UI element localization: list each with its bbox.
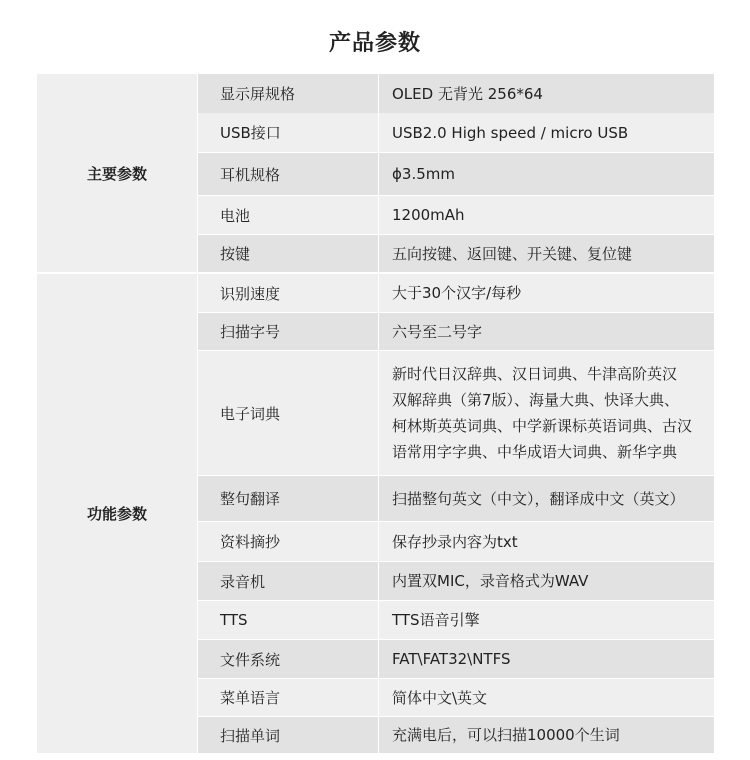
- row-key: 耳机规格: [220, 165, 281, 184]
- spec-table: [37, 74, 714, 753]
- row-key: 显示屏规格: [220, 85, 296, 103]
- table-row: [198, 640, 714, 678]
- table-row: [198, 113, 714, 152]
- row-value: 1200mAh: [392, 206, 465, 224]
- table-row: [198, 153, 714, 195]
- table-row: [198, 196, 714, 234]
- group-label-function: 功能参数: [86, 505, 147, 523]
- row-key: 识别速度: [220, 284, 281, 303]
- row-key: 文件系统: [220, 650, 281, 669]
- row-divider: [198, 678, 714, 679]
- row-divider: [198, 234, 714, 235]
- group-label-main: 主要参数: [86, 164, 147, 183]
- row-value: 新时代日汉辞典、汉日词典、牛津高阶英汉 双解辞典（第7版）、海量大典、快译大典、 柯林斯英英词典、中学新课标英语词典、古汉 语常用字字典、中华成语大词典、新华字典: [392, 365, 693, 461]
- row-value: 五向按键、返回键、开关键、复位键: [392, 244, 633, 263]
- row-key: 扫描单词: [220, 726, 281, 745]
- row-key: 电池: [220, 206, 251, 225]
- row-value: 大于30个汉字/每秒: [392, 284, 522, 302]
- column-divider: [378, 74, 379, 753]
- row-key: 资料摘抄: [220, 533, 281, 551]
- row-divider: [198, 350, 714, 351]
- table-row: [198, 476, 714, 521]
- table-row: [198, 562, 714, 600]
- row-key: 录音机: [220, 572, 266, 591]
- row-key: 电子词典: [220, 404, 281, 423]
- row-divider: [198, 521, 714, 522]
- row-key: 整句翻译: [220, 490, 281, 508]
- row-divider: [198, 195, 714, 196]
- row-key: 菜单语言: [220, 689, 281, 707]
- table-row: [198, 679, 714, 716]
- table-row: [198, 717, 714, 753]
- row-value: 内置双MIC，录音格式为WAV: [392, 572, 589, 590]
- row-value: 保存抄录内容为txt: [392, 532, 518, 551]
- row-key: 按键: [220, 245, 251, 263]
- table-row: [198, 601, 714, 639]
- row-divider: [198, 600, 714, 601]
- table-row: [198, 313, 714, 350]
- row-value: USB2.0 High speed / micro USB: [392, 123, 629, 142]
- row-value: 六号至二号字: [392, 322, 483, 341]
- row-value: 简体中文\英文: [392, 688, 488, 707]
- row-value: 扫描整句英文（中文），翻译成中文（英文）: [392, 489, 685, 508]
- row-divider: [198, 152, 714, 153]
- table-row: [198, 74, 714, 113]
- row-key: USB接口: [220, 124, 281, 142]
- column-divider: [197, 74, 198, 753]
- row-value: FAT\FAT32\NTFS: [392, 650, 511, 668]
- row-divider: [198, 475, 714, 476]
- table-row: [198, 351, 714, 475]
- row-divider: [198, 312, 714, 313]
- row-value: OLED 无背光 256*64: [392, 84, 543, 103]
- row-key: 扫描字号: [220, 323, 281, 341]
- page-title: 产品参数: [328, 31, 421, 56]
- row-divider: [198, 639, 714, 640]
- table-row: [198, 235, 714, 272]
- table-row: [198, 522, 714, 561]
- row-divider: [198, 716, 714, 717]
- row-value: 充满电后，可以扫描10000个生词: [392, 726, 620, 744]
- group-divider: [37, 272, 714, 274]
- table-row: [198, 274, 714, 312]
- row-value: TTS语音引擎: [392, 611, 480, 629]
- row-value: ϕ3.5mm: [392, 165, 455, 183]
- row-key: TTS: [220, 611, 248, 629]
- row-divider: [198, 561, 714, 562]
